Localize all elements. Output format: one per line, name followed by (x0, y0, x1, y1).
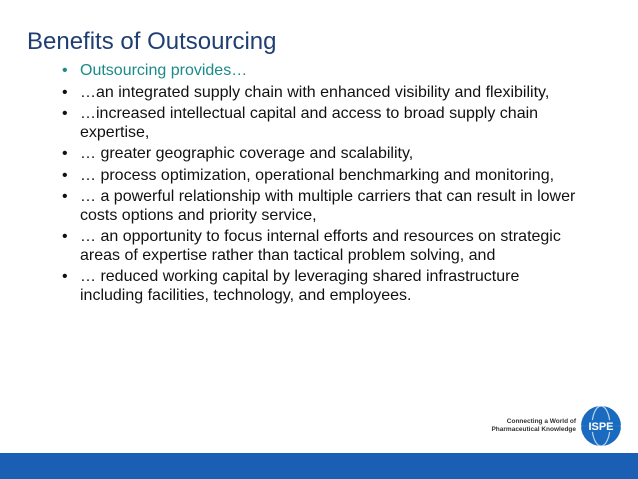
slide-title: Benefits of Outsourcing (27, 28, 277, 55)
footer-bar (0, 453, 638, 479)
bullet-dot: • (62, 145, 68, 162)
bullet-dot: • (62, 83, 68, 101)
bullet-list (58, 62, 578, 308)
bullet-item (58, 84, 578, 103)
bullet-item (58, 167, 578, 186)
bullet-dot: • (62, 105, 68, 122)
bullet-dot: • (62, 62, 68, 79)
bullet-item (58, 228, 578, 265)
bullet-text: Outsourcing provides… (80, 62, 248, 79)
bullet-text: … a powerful relationship with multiple carriers that can result in lower costs options and priority service, (80, 188, 576, 224)
bullet-dot: • (62, 228, 68, 245)
bullet-text: … greater geographic coverage and scalability, (80, 145, 414, 162)
ispe-logo (491, 405, 622, 447)
globe-icon (580, 405, 622, 447)
logo-tagline-line2: Pharmaceutical Knowledge (491, 426, 576, 433)
bullet-text: …an integrated supply chain with enhanced visibility and flexibility, (80, 83, 550, 101)
bullet-dot: • (62, 166, 68, 184)
bullet-dot: • (62, 268, 68, 285)
bullet-item (58, 105, 578, 142)
bullet-item (58, 145, 578, 164)
bullet-text: … reduced working capital by leveraging shared infrastructure including facilities, technology, and employees. (80, 268, 520, 304)
bullet-dot: • (62, 188, 68, 205)
logo-tagline-line1: Connecting a World of (506, 418, 576, 425)
bullet-text: … an opportunity to focus internal efforts and resources on strategic areas of expertise rather than tactical problem solving, and (80, 228, 561, 264)
bullet-item (58, 188, 578, 225)
logo-mark: ISPE (588, 421, 614, 433)
bullet-text: …increased intellectual capital and access to broad supply chain expertise, (80, 105, 539, 141)
bullet-item (58, 62, 578, 81)
bullet-item (58, 268, 578, 305)
logo-tagline (491, 418, 576, 434)
bullet-text: … process optimization, operational benchmarking and monitoring, (80, 166, 555, 184)
